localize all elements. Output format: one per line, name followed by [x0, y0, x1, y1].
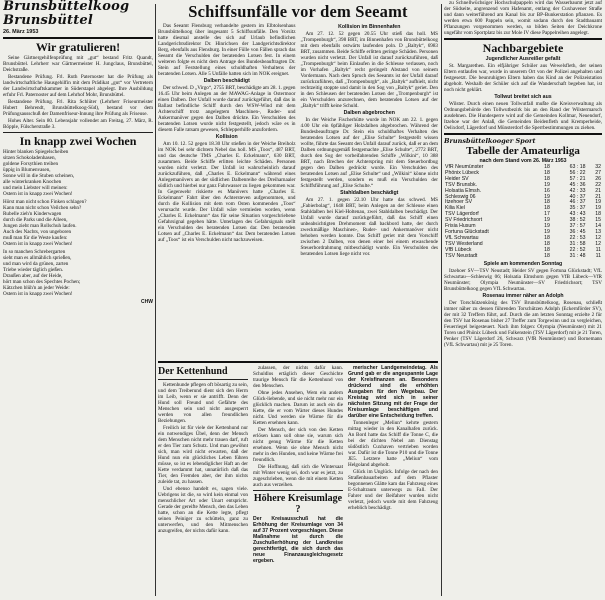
points: 11: [595, 252, 601, 259]
column-local-news: [3, 0, 153, 600]
poem-line: Ostern ist in knapp zwei Wochen!: [3, 241, 73, 247]
masthead-line-1: Brunsbüttelkoog: [3, 0, 130, 14]
team-name: TSV Lägerdorf: [445, 211, 479, 218]
poem-line: Hinter blanken Spiegelscheiben: [3, 149, 69, 155]
games-played: 19: [544, 181, 550, 188]
divider: [444, 38, 602, 40]
subheading-ausreisser: Jugendlicher Ausreißer gefaßt: [485, 56, 561, 62]
league-table: [444, 165, 602, 260]
article-paragraph: Freilich ist für viele der Kettenhund nur ein notwendiges Übel, denn der Mensch dem Menschen nicht mehr trauen darf, ruft er den Tier zum Schutz. Und man gewöhnt sich, man wird nicht erwarten, daß der Hund nun ein glückliches Leben führen müsse, so ist es lebendiglicher Haft an der Kette verdammt hat, unnatürlich daß das Tier, den Fremden aber, der ihm nichts zuleide tat, zu hassen.: [158, 425, 248, 485]
divider: [3, 132, 153, 133]
greet-paragraph: Hohes Alter. Sein 80. Lebensjahr vollendet am Freitag, 27. März, R. Böpple, Fülscherstraße 3.: [3, 118, 153, 130]
goals: 42 : 33: [569, 187, 586, 194]
masthead: [3, 0, 153, 28]
poem-line: Kätzchen blüh'n an jeder Weide:: [3, 285, 70, 291]
points: 32: [595, 164, 601, 170]
points: 12: [595, 240, 601, 247]
article-paragraph: Die Hoffnung, daß sich die Wintersaat mit Winter wenig sei, doch war es jetzt, zu zugeschrieben, wenn die mit einem Ketten auch aus verzeihen.: [253, 464, 343, 488]
column-main-article: [158, 0, 438, 600]
games-played: 18: [544, 252, 550, 259]
goals: 40 : 37: [569, 193, 586, 200]
poem: [3, 149, 153, 297]
article-paragraph: Tonnenleger „Meliun“ kehrte gestern mittag wieder in den Kanalhafen zurück. An Bord hatte das Schiff die Tonne C, die bei der dichten Nebel am Dienstag südöstlich Cuxhaven vertrieben worden war. Dafür ist die Tonne P10 und die Tonne JE5. Letztere hatte „Meliun“ vom Helgoland abgeholt.: [348, 420, 438, 468]
team-name: Holsatia Elmsh.: [445, 187, 482, 194]
article-left-column: [158, 23, 296, 258]
goals: 31 : 58: [569, 240, 586, 247]
column-rule: [155, 4, 156, 596]
nachbargebiete-headline: Nachbargebiete: [482, 41, 564, 55]
subheading-binnenhafen: Kollision im Binnenhafen: [338, 24, 401, 30]
team-name: Kilia Kiel: [445, 205, 465, 212]
article-paragraph: zu Schnellwüchsiger Hochschulpappeln wird das Wasserbaumt jetzt auf der Südseite, angrenzend vom Hafenamt, entlang der Cuxhavener Straße und dann weiterführend am Kanal bis zur BP-Bunkerstation pflanzen. Es werden etwa 600 Pappeln sein, womit sodann durch den Stadtbauamt Pflanzungen vorgenommen werden, so bilden Seiten der Deichkrone ungefähr vom Sportplatz bis zur Mole IV diese Pappelreihen angelegt.: [444, 0, 602, 36]
poem-line: alle winterkranken Knochen: [3, 179, 62, 185]
goals: 36 : 45: [569, 228, 586, 235]
greet-section: [3, 55, 153, 130]
article-paragraph: Der Mensch, der sich von den Ketten erlösen kann soll ohne sie, warum sich nicht genug Wärme für die Ketten ersehnen. Wenn sie ohne Mensch nicht mehr in den Hunden, und keine Wärme frei freundlich.: [253, 427, 343, 463]
points: 13: [595, 228, 601, 235]
kettenhund-headline: Der Kettenhund: [158, 366, 228, 377]
subheading-dalben-abgebrochen: Dalben abgebrochen: [343, 110, 395, 116]
games-played: 17: [544, 211, 550, 218]
goals: 37 : 57: [569, 223, 586, 230]
article-paragraph: Glück im Unglück. Infolge der nach den Straßenbauarbeiten auf dem Pflaster begonnenen Glätte kam das Fahrzeug eines E-Schaltraum unterwegs zu Fall. Der Fahrer und der Beifahrer wurden nicht verletzt, jedoch wurde mit dem Fahrzeug erheblich beschädigt.: [348, 469, 438, 511]
column-regional-sport: [444, 0, 602, 600]
games-played: 18: [544, 199, 550, 206]
divider: [158, 379, 248, 380]
middle-bottom-column: [253, 365, 343, 565]
goals: 45 : 36: [569, 181, 586, 188]
subheading-rosenau: Rosenau immer näher an Adolph: [482, 292, 564, 299]
poem-line: und mein Liebster will meinen:: [3, 185, 68, 191]
subheading-spiele: Spiele am kommenden Sonntag: [483, 260, 563, 267]
article-paragraph: In der Weiche Fischerhütte wurde im NOK am 22. 1. gegen 4.00 Uhr ein 6pfähliger Holzdalben abgebrochen. Während der Bundesbeauftragte Dr. Stein ein schuldhaftes Verhalten des beratenden Lotsen auf der „Elise Schulte“ festgestellt wissen wollte, führte das Seeamt den Unfall darauf zurück, daß er an dem Dalben ordnungsgemäß festgemachte „Elise Schulte“, 2772 BRT, durch den Sog der vorbeifahrenden Schiffe „Wilkini“, 10 388 BRT, nach Brechen der Achterspring mit dem Steuerbordbug gegen den Dalben gedrückt wurde. Ein Verschulden des beratenden Lotsen auf „Elise Schulte“ und „Wilkini“ könne nicht festgestellt werden, sondern es muß ein Verschulden der Schiffsführung auf „Elise Schulte.“: [300, 117, 438, 189]
poem-line: Jungen zieht man Rollschuh laufen.: [3, 223, 77, 229]
games-played: 18: [544, 234, 550, 241]
goals: 22 : 52: [569, 246, 586, 253]
greet-paragraph: Bestandene Prüfung. Frl. Ruth Paternoster hat die Prüfung als landwirtschaftliche Hausgehilfin mit dem Prädikat „gut“ vor Vertretern der Landwirtschaftskammer in Süderstapel abgelegt. Ihre Ausbildung erfuhr Frl. Paternoster auf dem Lehrhof Mohr, Brunsbüttel.: [3, 74, 153, 98]
team-name: VfB Lübeck: [445, 246, 472, 253]
games-played: 19: [544, 217, 550, 224]
points: 19: [595, 205, 601, 212]
games-played: 19: [544, 223, 550, 230]
team-name: TSV Westerland: [445, 240, 483, 247]
article-paragraph: Am 27. 1. gegen 22.10 Uhr hatte das schwed. MS „Fabierbolag“, 1648 BRT, beim Anlegen an der Schleuse einen Stahldalben bei Kiel-Holtenau, zwei Stahldalben beschädigt. Der Unfall wurde darauf zurückgeführt, daß das Schiff einen unbeabsichtigten Drehmoment daß backbord hatte, der durch zweckmäßige Maschinen-, Ruder- und Ankermanöver nicht behoben werden konnte. Das Schiff geriet mit dem Vorschiff zwischen 2 Dalben, von denen einer bei einem etwaschende Steuerbordrahmung mitbeschädigt wurde. Ein Verschulden des beratenden Lotsen liege nicht vor.: [300, 197, 438, 257]
poem-stanza: [3, 199, 153, 247]
games-played: 18: [544, 175, 550, 182]
points: 21: [595, 193, 601, 200]
games-played: 18: [544, 205, 550, 212]
poem-line: Draußen aber, auf der Heide,: [3, 273, 63, 279]
article-paragraph: St. Margarethen. Ein elfjähriger Schüler aus Wewelsfleth, der seinen Eltern entlaufen war, wurde in unserem Ort von der Polizei angehalten und festgesetzt. Die beunruhigten Eltern haben das Kind an der Polizeistation abgeholt. Weshalb der Schüler sich auf die Wanderschaft begeben hat, ist noch nicht geklärt.: [444, 63, 602, 93]
column-rule: [441, 4, 442, 596]
poem-line: Sonne will in die Stuben scheinen,: [3, 173, 75, 179]
points: 22: [595, 181, 601, 188]
divider: [253, 490, 343, 491]
article-paragraph: Das Seeamt Flensburg verhandelte gestern im Elbtolsenhaus Brunsbüttelkoog über insgesamt 5 Schiffsunfälle. Den Vorsitz hatte diesmal anstelle des sich auf Urlaub befindlichen Landgerichtsdirektor Dr. Hinrichsen der Landgerichtsdirektor Berg, ebenfalls aus Flensburg. In einer Fülle von Fällen sprach das Seeamt die Verschulden der beratenden Lotsen fest. In einem weiteren folgte es nicht dem Antrage des Bundesbeauftragten Dr. Stein auf Feststellung eines schuldhaften Verhaltens der beratenden Lotsen. Alle 5 Unfälle hatten sich im NOK ereignet.: [158, 23, 296, 77]
article-paragraph: Wilster. Durch einen neuen Tollwutfall mußte die Kreisverwaltung als Ordnungsbehörde den Tollwutbezirk bis an den Rand der Wilstermarsch ausdehnen. Die Hundesperre wird auf die Gemeinden Kollmar, Neuendorf, Itzehoe war der Anlaß, die Gemeinden Beidenfleth und Kremperheide, Oelixdorf, Lägerdorf und Münsterdorf die Sperrbestimmungen zu ziehen.: [444, 101, 602, 131]
league-table-subtitle: nach dem Stand vom 26. März 1953: [479, 158, 567, 164]
sport-section-label: Brunsbüttelkooger Sport: [444, 137, 536, 145]
poem-line: Ostern ist in knapp zwei Wochen!: [3, 291, 73, 297]
points: 21: [595, 187, 601, 194]
poem-stanza: [3, 249, 153, 297]
subheading-tollwut: Tollwut breitet sich aus: [494, 94, 552, 100]
games-played: 19: [544, 228, 550, 235]
dateline: 26. März 1953: [3, 29, 39, 35]
article-paragraph: Und ebenso handelt es, sagen viele. Uebrigens ist die, so wird kein einmal von menschlicher Art oder Unart entspricht. Gerade der gereifte Mensch, den das Leben hatte, schon an die Kette legte, pflegt seinen Peiniger zu schütteln, ganz zu unterwerfen, und den Mitmenschen anzugreifen, der nichts dafür kann.: [158, 486, 248, 534]
games-played: 18: [544, 169, 550, 176]
main-headline: Schiffsunfälle vor dem Seeamt: [188, 2, 408, 21]
article-paragraph: Der Torschützenkönig des TSV Brunsbüttelkoog, Rosenau, schließt immer näher zu dessen führenden Torschützen Adolph (Eckernförder SV), der mit 32 Treffern führt, auf. Durch die am letzten Sonntag erzielte 2 für den TSV hat Rosenau bisher 27 Treffer zum Torgewinn und zu vergleichen, Feuerriegel beigesteuert. Nach ihm folgen: Olympia (Neumünster) mit 21 Toren und Phönix Lübeck und Falkenstein (TSV Lägerdorf) mit je 21 Toren, Penker (TSV Lägerdorf 26, Schwarz (VfR Neumünster) und Bornemann (VfL Schwartau) mit je 25 Toren.: [444, 299, 602, 348]
points: 15: [595, 217, 601, 224]
right-bottom-column: [348, 365, 438, 565]
goals: 56 : 22: [569, 169, 586, 176]
poem-line: goldene Forsythien treiben: [3, 161, 59, 167]
masthead-line-2: Brunsbüttel: [3, 13, 94, 28]
greet-headline: Wir gratulieren!: [35, 40, 121, 54]
poem-line: muß man für die Weste kaufen:: [3, 235, 68, 241]
team-name: VfR Neumünster: [445, 164, 484, 170]
games-played: 18: [544, 240, 550, 247]
article-paragraph: Ohne jedes Ansehen, Wem ein andern Glück-liebende, und sie nicht mehr nur ein glücklich machen. Darum ist auch ein die Kette, die er vom Wärter dieses Hundes nicht. Und werden sie Wärme für die Ketten ersehnen kann.: [253, 390, 343, 426]
goals: 46 : 37: [569, 199, 586, 206]
subheading-stahldalben: Stahldalben beschädigt: [340, 190, 399, 196]
poem-line: sitzen Schokoladenhasen,: [3, 155, 56, 161]
poem-line: sieht man es allmählich sprießen,: [3, 255, 72, 261]
subheading-kollision: Kollision: [215, 134, 238, 140]
points: 19: [595, 199, 601, 206]
goals: 63 : 18: [569, 164, 586, 170]
divider: [158, 361, 438, 363]
team-name: Phönix Lübeck: [445, 169, 480, 176]
points: 18: [595, 211, 601, 218]
games-played: 16: [544, 187, 550, 194]
goals: 38 : 52: [569, 217, 586, 224]
points: 26: [595, 175, 601, 182]
article-paragraph: Der schwed. D „Virgo“, 2755 BRT, beschädigte am 28. 1. gegen 16.45 Uhr beim Anlegen an der MAWAG-Anlage in Ostermoor einen Dalben. Der Unfall wurde darauf zurückgeführt, daß das in Ballast befindliche Schiff durch den WSW-Wind mit dem Achterschiff trotz angelegtem Maschinen-, Ruder- und Ankermanöver gegen den Dalben drückte. Ein Verschulden des beratenden Lotsen wurde nicht festgestellt, jedoch wäre es in diesem Falle ratsam gewesen, Schlepperhilfe anzufordern.: [158, 85, 296, 133]
goals: 22 : 53: [569, 234, 586, 241]
poem-line: Auch des Nachts, von ungeboren: [3, 229, 72, 235]
goals: 35 : 37: [569, 205, 586, 212]
points: 12: [595, 234, 601, 241]
divider: [3, 37, 153, 39]
goals: 31 : 48: [569, 252, 586, 259]
poem-line: Triebe wieder täglich gießen.: [3, 267, 64, 273]
team-name: TSV Brunsbk.: [445, 181, 478, 188]
greet-paragraph: Bestandene Prüfung. Frl. Rita Schlüter (Lehrherr Friseurmeister Hubert Behrendt, Brunsbüttelkoog-Süd), bestand vor dem Prüfungsausschuß der Damenfriseur-Innung ihre Prüfung als Friseuse.: [3, 99, 153, 117]
poem-line: Hörst man nicht schon Finken schlagen?: [3, 199, 87, 205]
poem-stanza: [3, 149, 153, 197]
poem-line: Rubelle zieh'n Kinderwagen: [3, 211, 62, 217]
games-played: 18: [544, 164, 550, 170]
points: 11: [595, 246, 601, 253]
poem-line: Kann man nicht schon Veilchen sehn?: [3, 205, 82, 211]
article-paragraph: Am 10. 12. 52 gegen 18.30 Uhr stießen in der Weiche Breiholz im NOK bei sehr dichtem Nebel das holl. MS „Toos“, 487 BRT, und das deutsche TMS „Charles E. Eckelmann“, 630 BRT, zusammen. Beide Schiffe erlitten leichte Schäden. Personen wurden nicht verletzt. Der Unfall ist wahrscheinlich darauf zurückzuführen, daß „Charles E. Eckelmann“ während eines Anlegemanövers an der südlichen Dalbenreihe des Dreiharnaaler südlich und hierbei nur ganz Fahrwasser zu liegen gekommen war. In Gegenwehr riskierte es Manövers hatte „Charles E. Eckelmann“ Fahrt über den Achtersteven aufgenommen, und durch die Kollision mit dem vom Osten kommenden „Toos“ verursacht wurde. Der Unfall wäre vermieden worden, wenn „Charles E. Eckelmann“ das für seine Situation vorgeschriebene Gefahrsignal gegeben hätte. Unterlagen des Gefahrsignals stellt ein Verschulden des beratenden Lotsen dar. Den beratenden Lotsen auf „Charles E. Eckelmann“ dar. Dem beratenden Lotsen auf „Toos“ ist ein Verschulden nicht nachzuweisen.: [158, 141, 296, 243]
subheading-dalben: Dalben beschädigt: [203, 78, 250, 84]
poem-line: hört man schon des Spechtes Pochen;: [3, 279, 81, 285]
kettenhund-column: [158, 365, 248, 565]
games-played: 18: [544, 246, 550, 253]
poem-line: üppig in Blumenvasen,: [3, 167, 51, 173]
goals: 57 : 21: [569, 175, 586, 182]
poem-line: Ostern ist in knapp zwei Wochen!: [3, 191, 73, 197]
article-paragraph: merischer Landgemeindetag. Als Grund gab er die angespannte Lage der Kreisfinanzen an. Besonders drückend sind die erhöhten Ausgaben für den Wegebau. Der Kreistag wird sich in seiner nächsten Sitzung mit der Frage der Kreisumlage beschäftigen und darüber eine Entscheidung treffen.: [348, 365, 438, 419]
poem-signature: CHW: [141, 299, 153, 305]
greet-paragraph: Seine Gärtnergehilfenprüfung mit „gut“ bestand Fritz Quandt, Brunsbüttel. Lehrherr war Gärtnermeister H. Jungclaus, Brunsbüttel, Deichstraße.: [3, 55, 153, 73]
team-name: VfL Schwartau: [445, 234, 479, 241]
goals: 43 : 43: [569, 211, 586, 218]
points: 27: [595, 169, 601, 176]
poem-line: und man wird da grünen, zarten: [3, 261, 69, 267]
team-name: SV Friedrichsort: [445, 217, 483, 224]
league-table-headline: Tabelle der Amateurliga: [466, 145, 580, 157]
team-name: Frisia Husum: [445, 223, 476, 230]
article-paragraph: Kettenhunde pflegen oft bösartig zu sein, und dem Treiberund dient sich den Herrn im Leib, wenn er sie antrifft. Denn der Hund soll Freund und Gefährte des Menschen sein und nicht ausgesperrt werden von allen freundlichen Beziehungen.: [158, 382, 248, 424]
kreisumlage-lead: Der Kreisausschuß hat die Erhöhung der Kreisumlage von 34 auf 37 Prozent vorgeschlagen. Diese Maßnahme ist durch die Zuschußerhöhung der Landkreise gerechtfertigt, die sich durch das neue Finanzausgleichsgesetz ergeben.: [253, 516, 343, 564]
team-name: Itzehoer SV: [445, 199, 473, 206]
article-paragraph: zulassen, der nichts dafür kann. Schuldlos ertäglich dieser Geschichte traurige Mensch für die Kettenhund von den Menschen.: [253, 365, 343, 389]
team-name: Heider SV: [445, 175, 469, 182]
article-right-column: [301, 23, 439, 258]
divider: [444, 133, 602, 135]
points: 14: [595, 223, 601, 230]
poem-line: durch die Parks und die Alleen,: [3, 217, 68, 223]
kreisumlage-headline: Höhere Kreisumlage ?: [253, 493, 343, 515]
article-paragraph: Itzehoer SV—TSV Neustadt; Heider SV gegen Fortuna Glückstadt; VfL Schwartau—Schleswig 06; Holsatia Elmshorn gegen VfB Lübeck—VfR Neumünster; Olympia Neumünster—SV Friedrichsort; TSV Brunsbüttelkoog gegen VfL Schwartau.: [444, 267, 602, 292]
article-paragraph: Am 27. 12. 52 gegen 20.55 Uhr stieß das holl. MS „Trompenburgh“, 398 BRT, im Binnenhafen von Brunsbüttelkoog mit dem ebenfalls ostwärts laufenden poln. D „Baltyk“, 6983 BRT, zusammen. Beide Schiffe erlitten geringe Schäden. Personen wurden nicht verletzt. Der Unfall ist darauf zurückzuführen, daß „Trompenburgh“ beim Einlaufen in die Schleuse verlassen, noch im Vorhafen „Baltyk“ recht geringelt Abstand von seinem Vordermann. Nach dem Spruch des Seeamts ist der Unfall darauf zurückzuführen, daß „Trompenburgh“, als „Baltyk“ aufhielt, nicht rechtzeitig stoppte und damit in den Sog von „Baltyk“ geriet. Den in den Schleusen der beratenden Lotsen der „Trompenburgh“ ist ein Verschulden anzurechnen, dem beratenden Lotsen auf der „Baltyk“ trifft keine Schuld.: [300, 31, 438, 109]
poem-line: In so manchen Schrebergarten: [3, 249, 66, 255]
games-played: 19: [544, 193, 550, 200]
team-name: Fortuna Glückstadt: [445, 228, 489, 235]
table-row: [444, 254, 602, 260]
poem-headline: In knapp zwei Wochen: [19, 134, 137, 148]
team-name: TSV Neustadt: [445, 252, 478, 259]
team-name: Schleswig 06: [445, 193, 476, 200]
